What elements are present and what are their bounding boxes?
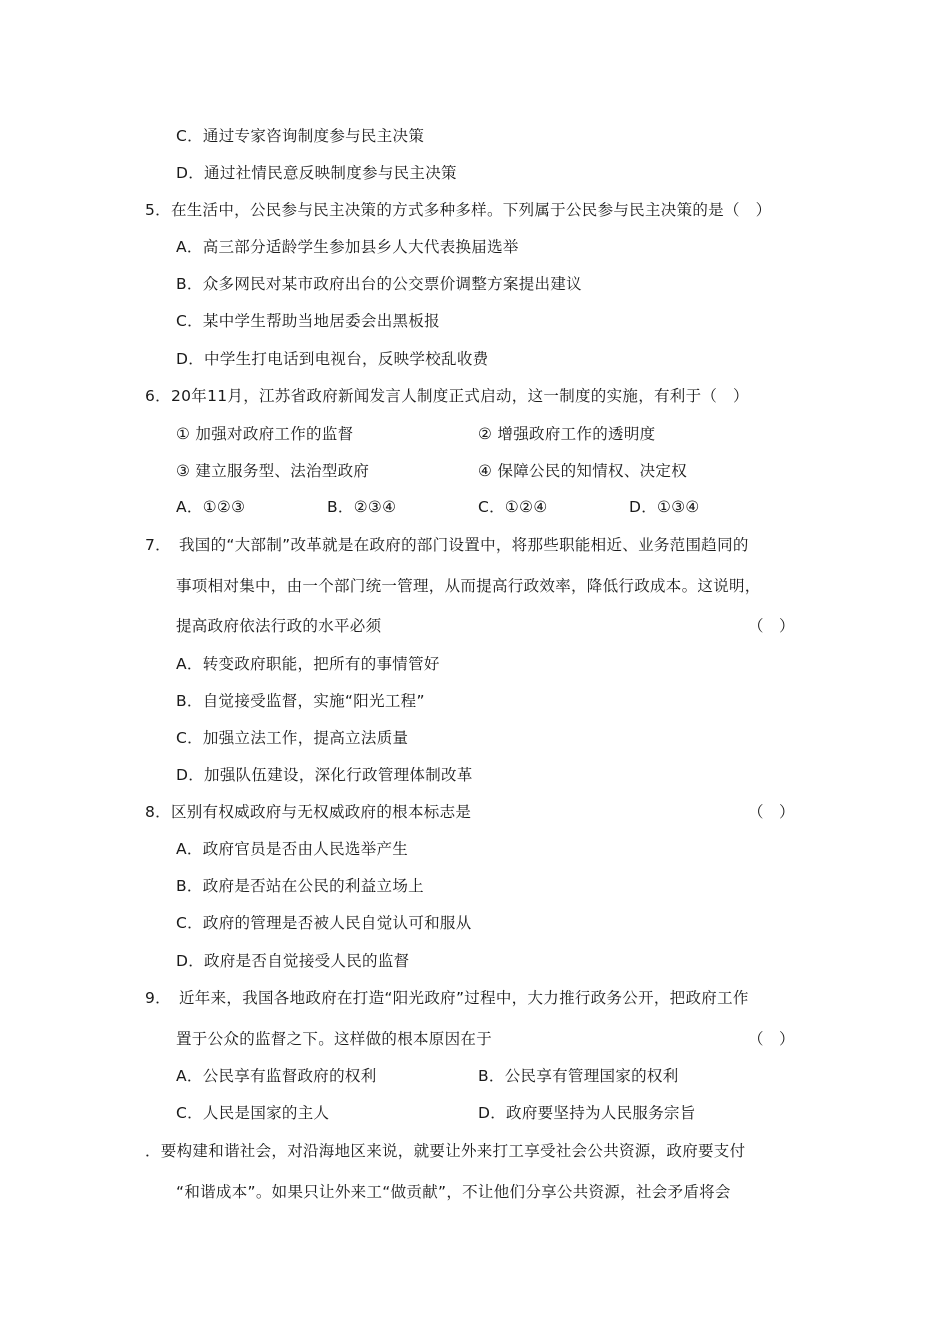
q4-option-c: C．通过专家咨询制度参与民主决策 <box>176 127 425 145</box>
q6-option-d: D．①③④ <box>629 498 700 516</box>
q9-stem-line-2: 置于公众的监督之下。这样做的根本原因在于 <box>176 1030 493 1048</box>
q8-option-a: A．政府官员是否由人民选举产生 <box>176 840 409 858</box>
q7-option-b: B．自觉接受监督，实施“阳光工程” <box>176 692 425 710</box>
q8-option-d: D．政府是否自觉接受人民的监督 <box>176 952 410 970</box>
q4-option-d: D．通过社情民意反映制度参与民主决策 <box>176 164 457 182</box>
q10-stem-line-2: “和谐成本”。如果只让外来工“做贡献”，不让他们分享公共资源，社会矛盾将会 <box>176 1183 731 1201</box>
q8-option-b: B．政府是否站在公民的利益立场上 <box>176 877 424 895</box>
q6-option-b: B．②③④ <box>327 498 397 516</box>
q9-option-b: B．公民享有管理国家的权利 <box>478 1067 679 1085</box>
q9-option-a: A．公民享有监督政府的权利 <box>176 1067 377 1085</box>
q9-stem-line-1: 9． 近年来，我国各地政府在打造“阳光政府”过程中，大力推行政务公开，把政府工作 <box>145 989 749 1007</box>
q6-option-c: C．①②④ <box>478 498 548 516</box>
q8-answer-paren: （ ） <box>748 803 795 821</box>
q7-stem-line-3: 提高政府依法行政的水平必须 <box>176 617 382 635</box>
q5-option-c: C．某中学生帮助当地居委会出黑板报 <box>176 312 440 330</box>
q7-stem-line-2: 事项相对集中，由一个部门统一管理，从而提高行政效率，降低行政成本。这说明， <box>176 577 761 595</box>
q6-stem: 6．20年11月，江苏省政府新闻发言人制度正式启动，这一制度的实施，有利于（ ） <box>145 387 749 405</box>
q7-option-c: C．加强立法工作，提高立法质量 <box>176 729 409 747</box>
q10-stem-line-1: ．要构建和谐社会，对沿海地区来说，就要让外来打工享受社会公共资源，政府要支付 <box>145 1142 746 1160</box>
q9-answer-paren: （ ） <box>748 1030 795 1048</box>
q7-option-d: D．加强队伍建设，深化行政管理体制改革 <box>176 766 473 784</box>
q9-option-d: D．政府要坚持为人民服务宗旨 <box>478 1104 696 1122</box>
q6-item-4: ④ 保障公民的知情权、决定权 <box>478 462 688 480</box>
q8-option-c: C．政府的管理是否被人民自觉认可和服从 <box>176 914 472 932</box>
q6-item-1: ① 加强对政府工作的监督 <box>176 425 354 443</box>
q7-answer-paren: （ ） <box>748 617 795 635</box>
q6-item-3: ③ 建立服务型、法治型政府 <box>176 462 370 480</box>
q9-option-c: C．人民是国家的主人 <box>176 1104 330 1122</box>
q8-stem: 8．区别有权威政府与无权威政府的根本标志是 <box>145 803 472 821</box>
q6-option-a: A．①②③ <box>176 498 246 516</box>
q6-item-2: ② 增强政府工作的透明度 <box>478 425 656 443</box>
q5-option-d: D．中学生打电话到电视台，反映学校乱收费 <box>176 350 489 368</box>
q7-option-a: A．转变政府职能，把所有的事情管好 <box>176 655 440 673</box>
q5-option-a: A．高三部分适龄学生参加县乡人大代表换届选举 <box>176 238 519 256</box>
q5-option-b: B．众多网民对某市政府出台的公交票价调整方案提出建议 <box>176 275 582 293</box>
q7-stem-line-1: 7． 我国的“大部制”改革就是在政府的部门设置中，将那些职能相近、业务范围趋同的 <box>145 536 749 554</box>
q5-stem: 5．在生活中，公民参与民主决策的方式多种多样。下列属于公民参与民主决策的是（ ） <box>145 201 772 219</box>
